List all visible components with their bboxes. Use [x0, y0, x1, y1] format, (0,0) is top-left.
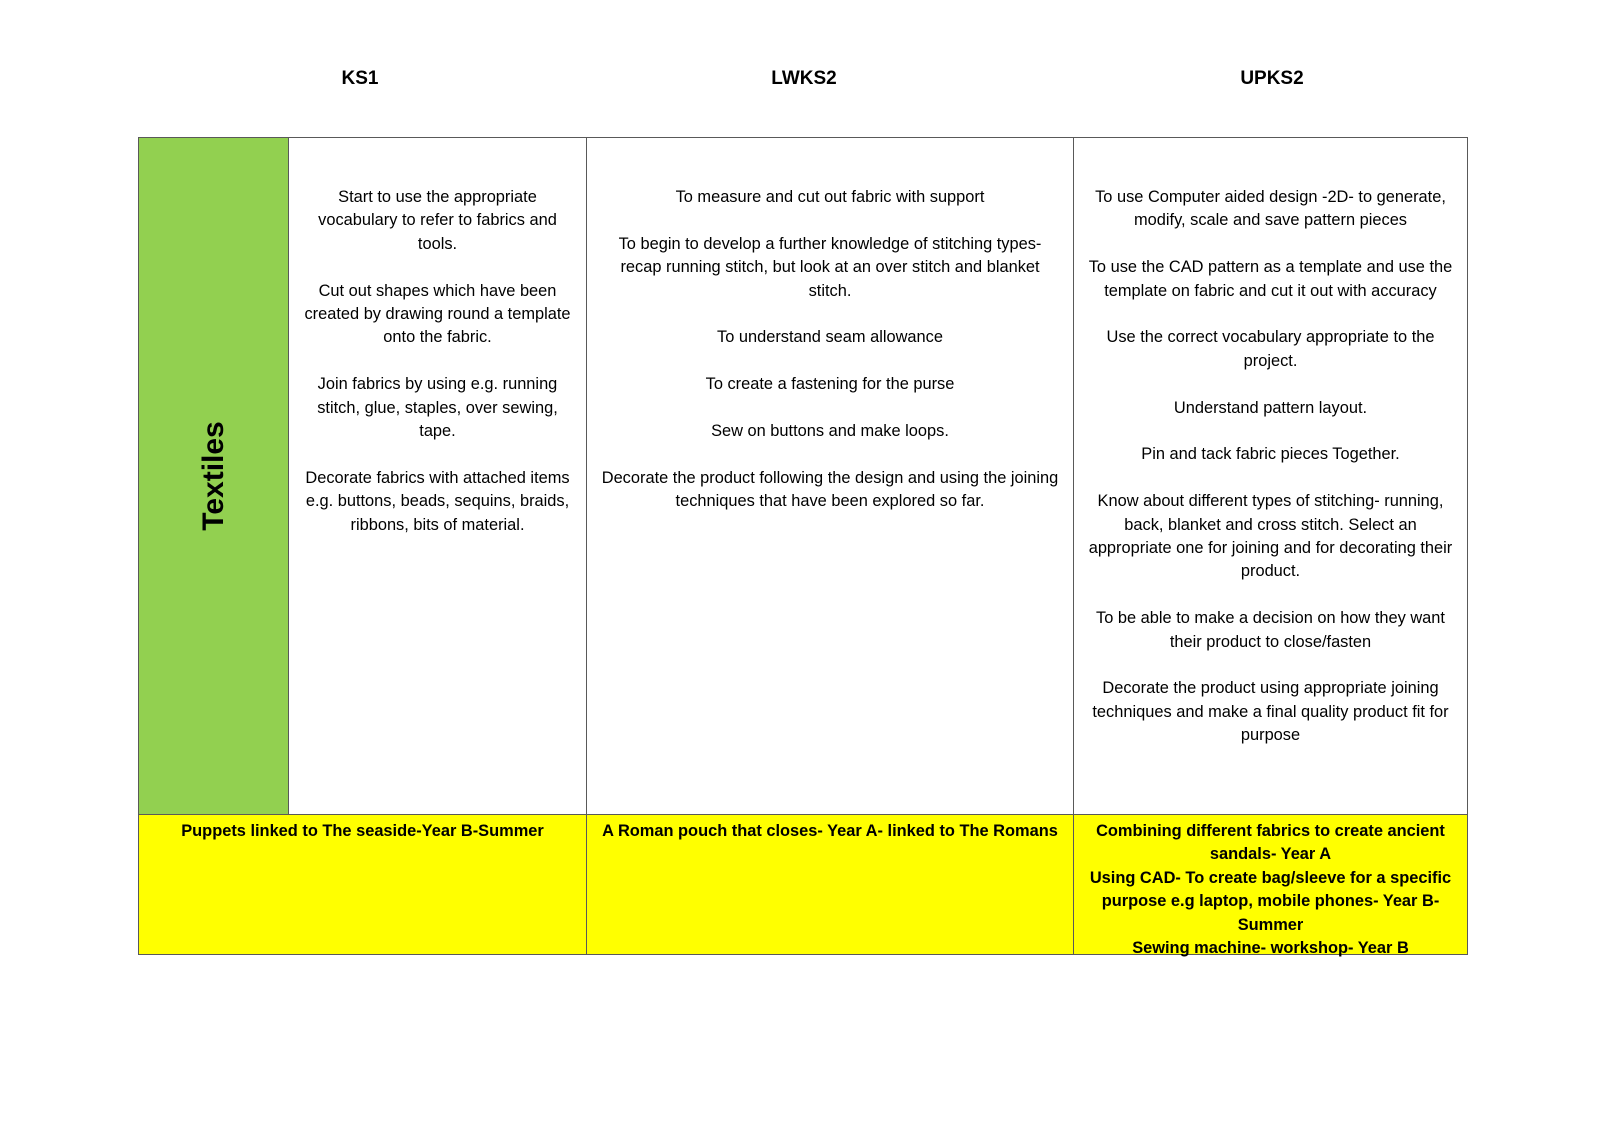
upks2-item: Decorate the product using appropriate joining techniques and make a final quality product fit for purpose	[1092, 679, 1449, 745]
lwks2-item: Sew on buttons and make loops.	[711, 422, 949, 440]
ks1-project: Puppets linked to The seaside-Year B-Summer	[181, 822, 544, 840]
header-ks1: KS1	[341, 68, 379, 89]
upks2-item: Know about different types of stitching- running, back, blanket and cross stitch. Select an appropriate one for joining and for decorating their product.	[1088, 492, 1453, 581]
upks2-item: Use the correct vocabulary appropriate to the project.	[1106, 328, 1435, 370]
lwks2-project: A Roman pouch that closes- Year A- linked to The Romans	[602, 822, 1058, 840]
lwks2-item: Decorate the product following the design and using the joining techniques that have been explored so far.	[601, 468, 1059, 511]
upks2-project: Sewing machine- workshop- Year B	[1132, 939, 1409, 958]
textiles-label-cell	[138, 137, 289, 815]
lwks2-item: To understand seam allowance	[717, 328, 943, 347]
upks2-item: To use the CAD pattern as a template and use the template on fabric and cut it out with accuracy	[1088, 258, 1453, 300]
ks1-cell	[288, 137, 587, 815]
textiles-table	[138, 137, 1468, 958]
ks1-item: Decorate fabrics with attached items e.g. buttons, beads, sequins, braids, ribbons, bits of material.	[305, 468, 570, 534]
lwks2-project-cell	[586, 814, 1074, 955]
header-lwks2: LWKS2	[771, 68, 837, 89]
upks2-project: Using CAD- To create bag/sleeve for a specific purpose e.g laptop, mobile phones- Year B- Summer	[1089, 868, 1452, 934]
upks2-item: To be able to make a decision on how they want their product to close/fasten	[1096, 609, 1445, 651]
upks2-project: Combining different fabrics to create ancient sandals- Year A	[1096, 822, 1445, 864]
lwks2-item: To begin to develop a further knowledge of stitching types- recap running stitch, but look at an over stitch and blanket stitch.	[618, 234, 1042, 300]
upks2-cell	[1073, 137, 1468, 815]
ks1-item: Cut out shapes which have been created by drawing round a template onto the fabric.	[304, 281, 571, 347]
ks1-project-cell	[138, 814, 587, 955]
upks2-item: Pin and tack fabric pieces Together.	[1141, 445, 1400, 464]
ks1-item: Start to use the appropriate vocabulary to refer to fabrics and tools.	[318, 188, 557, 253]
textiles-label: Textiles	[196, 421, 230, 531]
upks2-item: To use Computer aided design -2D- to generate, modify, scale and save pattern pieces	[1095, 188, 1446, 230]
lwks2-cell	[586, 137, 1074, 815]
lwks2-item: To measure and cut out fabric with support	[675, 188, 985, 206]
lwks2-item: To create a fastening for the purse	[705, 375, 955, 394]
header-upks2: UPKS2	[1240, 68, 1304, 89]
ks1-item: Join fabrics by using e.g. running stitch, glue, staples, over sewing, tape.	[317, 375, 558, 441]
upks2-project-cell	[1073, 814, 1468, 958]
upks2-item: Understand pattern layout.	[1173, 398, 1368, 417]
